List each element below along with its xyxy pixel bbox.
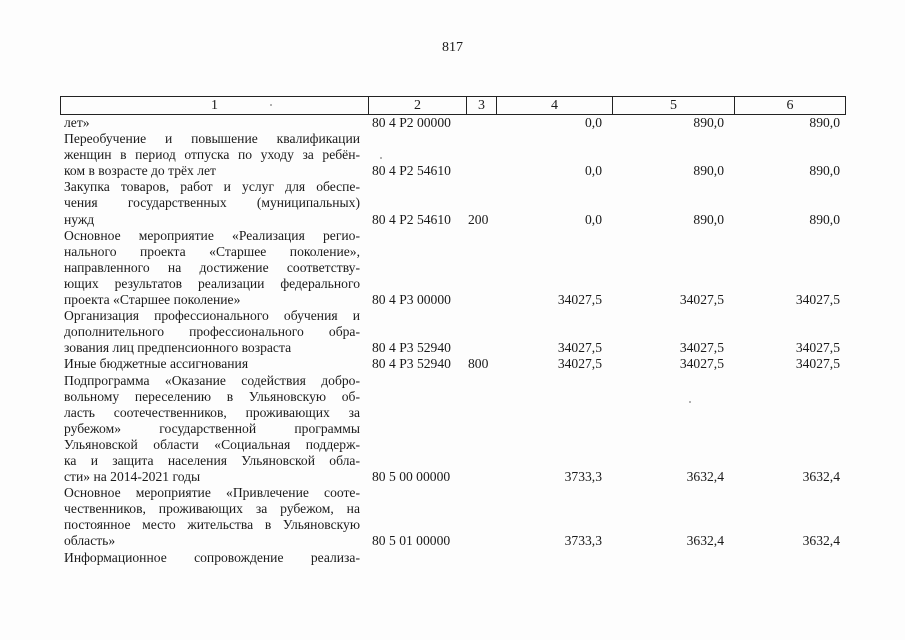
row-description <box>64 485 360 549</box>
budget-code: 80 4 P3 52940 <box>372 340 451 356</box>
description-line: ющих результатов реализации федерального <box>64 275 360 291</box>
table-row <box>0 550 905 566</box>
description-line: чения государственных (муниципальных) <box>64 195 360 211</box>
budget-code: 80 5 01 00000 <box>372 533 451 549</box>
value-col-5: 34027,5 <box>679 292 724 308</box>
description-line: дополнительного профессионального обра- <box>64 324 360 340</box>
value-col-5: 3632,4 <box>686 533 724 549</box>
budget-code: 80 4 P2 00000 <box>372 115 451 130</box>
value-col-5: 34027,5 <box>679 356 724 372</box>
description-line: проекта «Старшее поколение» <box>64 292 241 308</box>
table-body <box>0 115 905 566</box>
row-description <box>64 228 360 308</box>
description-line: Основное мероприятие «Реализация регио- <box>64 227 360 243</box>
budget-code: 80 4 P3 00000 <box>372 292 451 308</box>
description-line: Основное мероприятие «Привлечение сооте- <box>64 485 360 501</box>
value-col-6: 3632,4 <box>802 469 840 485</box>
row-description <box>64 179 360 227</box>
value-col-4: 0,0 <box>585 163 602 179</box>
description-line: область» <box>64 533 116 549</box>
header-col-2: 2 <box>369 97 467 115</box>
value-col-4: 34027,5 <box>557 292 602 308</box>
value-col-4: 34027,5 <box>557 356 602 372</box>
table-row <box>0 485 905 549</box>
budget-code: 80 4 P3 52940 <box>372 356 451 372</box>
scan-speck <box>689 401 691 403</box>
expense-type: 200 <box>468 211 489 227</box>
description-line: Ульяновской области «Социальная поддерж- <box>64 436 360 452</box>
description-line: ка и защита населения Ульяновской обла- <box>64 452 360 468</box>
description-line: Подпрограмма «Оказание содействия добро- <box>64 372 360 388</box>
value-col-6: 890,0 <box>809 211 840 227</box>
description-line: Информационное сопровождение реализа- <box>64 549 360 565</box>
description-line: сти» на 2014-2021 годы <box>64 469 201 485</box>
table-row <box>0 373 905 486</box>
value-col-6: 890,0 <box>809 115 840 130</box>
table-row <box>0 356 905 372</box>
value-col-6: 890,0 <box>809 163 840 179</box>
description-line: ком в возрасте до трёх лет <box>64 163 217 179</box>
value-col-4: 0,0 <box>585 211 602 227</box>
description-line: Иные бюджетные ассигнования <box>64 356 249 372</box>
table-row <box>0 131 905 179</box>
row-description <box>64 550 360 566</box>
value-col-5: 890,0 <box>693 163 724 179</box>
page-number: 817 <box>442 40 463 55</box>
scan-speck <box>270 104 272 106</box>
value-col-6: 34027,5 <box>795 292 840 308</box>
description-line: направленного на достижение соответству- <box>64 259 360 275</box>
header-col-6: 6 <box>735 97 846 115</box>
description-line: ласть соотечественников, проживающих за <box>64 404 360 420</box>
value-col-5: 890,0 <box>693 211 724 227</box>
budget-code: 80 5 00 00000 <box>372 469 451 485</box>
description-line: постоянное место жительства в Ульяновскую <box>64 517 360 533</box>
header-col-3: 3 <box>467 97 497 115</box>
description-line: нужд <box>64 211 95 227</box>
value-col-6: 34027,5 <box>795 340 840 356</box>
description-line: лет» <box>64 115 90 130</box>
description-line: рубежом» государственной программы <box>64 420 360 436</box>
budget-code: 80 4 P2 54610 <box>372 211 451 227</box>
description-line: женщин в период отпуска по уходу за ребён- <box>64 147 360 163</box>
table-header <box>60 96 846 115</box>
value-col-6: 3632,4 <box>802 533 840 549</box>
value-col-5: 34027,5 <box>679 340 724 356</box>
header-col-4: 4 <box>497 97 613 115</box>
table-row <box>0 179 905 227</box>
table-row <box>0 115 905 131</box>
value-col-4: 0,0 <box>585 115 602 130</box>
row-description <box>64 131 360 179</box>
scan-speck <box>380 157 382 159</box>
description-line: Закупка товаров, работ и услуг для обеспе- <box>64 179 360 195</box>
row-description <box>64 356 360 372</box>
value-col-4: 3733,3 <box>564 469 602 485</box>
header-col-5: 5 <box>613 97 735 115</box>
description-line: вольному переселению в Ульяновскую об- <box>64 388 360 404</box>
table-row <box>0 228 905 308</box>
header-col-1: 1 <box>61 97 369 115</box>
description-line: нального проекта «Старшее поколение», <box>64 243 360 259</box>
row-description <box>64 115 360 131</box>
row-description <box>64 373 360 486</box>
value-col-6: 34027,5 <box>795 356 840 372</box>
expense-type: 800 <box>468 356 489 372</box>
value-col-5: 890,0 <box>693 115 724 130</box>
description-line: Организация профессионального обучения и <box>64 308 360 324</box>
value-col-5: 3632,4 <box>686 469 724 485</box>
budget-code: 80 4 P2 54610 <box>372 163 451 179</box>
value-col-4: 3733,3 <box>564 533 602 549</box>
description-line: зования лиц предпенсионного возраста <box>64 340 292 356</box>
description-line: чественников, проживающих за рубежом, на <box>64 501 360 517</box>
description-line: Переобучение и повышение квалификации <box>64 131 360 147</box>
value-col-4: 34027,5 <box>557 340 602 356</box>
row-description <box>64 308 360 356</box>
table-row <box>0 308 905 356</box>
